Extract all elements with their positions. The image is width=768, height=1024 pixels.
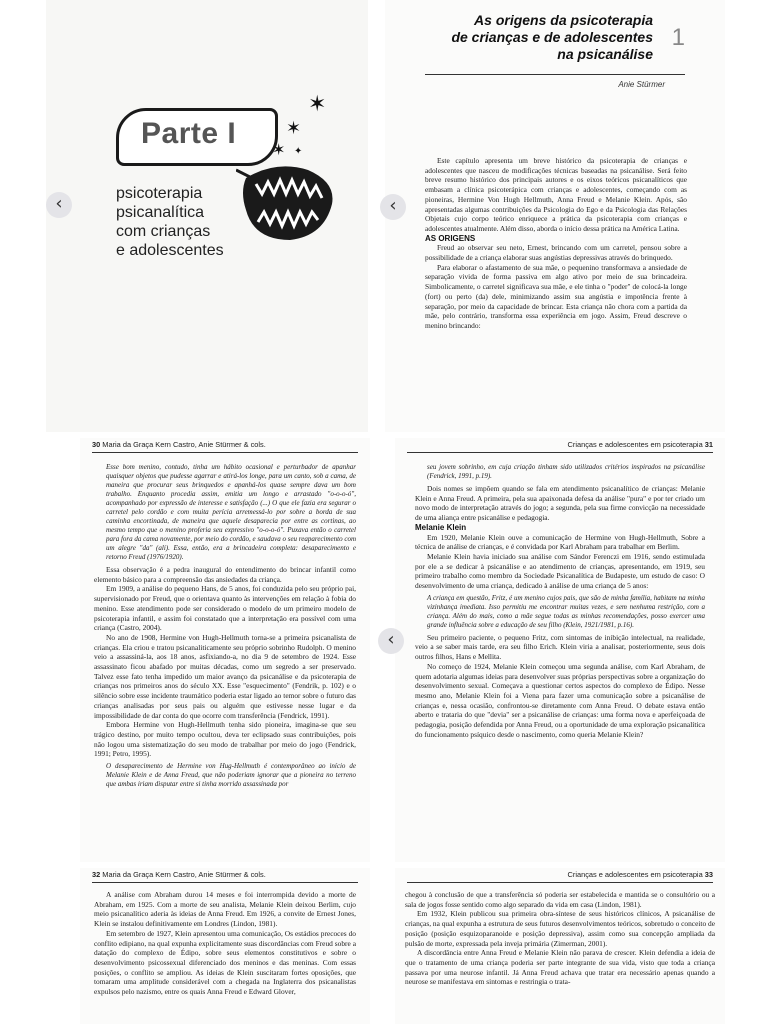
book-page-33 [395,868,725,1024]
chapter-author: Anie Stürmer [618,80,665,89]
header-rule [92,882,358,883]
paragraph: Melanie Klein havia iniciado sua análise com Sándor Ferenczi em 1916, sendo estimulada por ele a se dedicar à psicanálise e ao atendimento de crianças, apresentando, em 1919, seu primeiro trabalho como membro da Sociedade Psicanalítica de Budapeste, um estudo de caso: O desenvolvimento de uma criança, dedicado à análise de uma criança de 5 anos: [415,551,705,591]
chapter-title [423,12,653,63]
book-page-31 [395,438,725,862]
paragraph: A análise com Abraham durou 14 meses e foi interrompida devido a morte de Abraham, em 1925. Com a morte de seu analista, Melanie Klein deixou Berlim, cujo meio psicanalítico aderia às ideias de Anna Freud. Em 1926, a convite de Ernest Jones, Klein se instalou definitivamente em Londres (Lindon, 1981). [94,890,356,929]
chapter-body [425,156,687,331]
part-subtitle-line: psicoterapia [116,185,203,202]
paragraph: No ano de 1908, Hermine von Hugh-Hellmuth torna-se a primeira psicanalista de crianças. Ela criou e tratou psicanaliticamente seu próprio sobrinho Rudolph. O menino veio a assassiná-la, aos 18 anos, asfixiando-a, no dia 9 de setembro de 1924. Esse assassinato ficou abafado por muitas décadas, como um segredo a ser preservado. Talvez esse fato tenha impedido um maior avanço da psicanálise e da psicoterapia de crianças nos primeiros anos do século XX. Esse "esquecimento" (Fendrik, p. 102) e o silêncio sobre esse incidente traumático poderia estar ligado ao temor sobre o futuro das crianças analisadas por seus pais ou alguém que estivesse nesse lugar e da impossibilidade de dar conta do que ocorre com transferência (Fendrick, 1991). [94,632,356,720]
paragraph: Freud ao observar seu neto, Ernest, brincando com um carretel, pensou sobre a possibilidade de a criança elaborar suas angústias depressivas através do brinquedo. [425,243,687,263]
chapter-intro: Este capítulo apresenta um breve histórico da psicoterapia de crianças e adolescentes que nasceu de modificações técnicas baseadas na psicanálise. Será feito breve resumo histórico dos principais autores e os eixos teóricos psicanalíticos que embasam a clínica psicoterápica com crianças e adolescentes, começando com as pioneiras, Hermine Von Hugh Hellmuth, Anna Freud e Melanie Klein. Após, são apresentadas algumas contribuições da Psicologia do Ego e da Psicologia das Relações Objetais cujo corpo teórico enriquece a prática da psicoterapia com crianças e adolescentes atualmente. Além disso, aborda o início dessa prática na América Latina. [425,156,687,233]
page-body [94,890,356,997]
paragraph: Em 1909, a análise do pequeno Hans, de 5 anos, foi conduzida pelo seu próprio pai, supervisionado por Freud, que o orientava quanto às intervenções em relação à fobia do menino. Esse atendimento pode ser considerado o modelo de um primeiro modelo de psicoterapia infantil, e assim foi constatado que a interpretação era possível com uma criança (Castro, 2004). [94,584,356,633]
block-quote: Esse bom menino, contudo, tinha um hábito ocasional e perturbador de apanhar quaisquer objetos que pudesse agarrar e atirá-los longe, para um canto, sob a cama, de maneira que procurar seus brinquedos e apanhá-los quase sempre dava um bom trabalho. Enquanto procedia assim, emitia um longo e arrastado "o-o-o-ó", acompanhado por expressão de interesse e satisfação (...) O que ele fazia era segurar o carretel pelo cordão e com muita perícia arremessá-lo por sobre a borda de sua caminha encortinada, de maneira que aquele desaparecia por entre as cortinas, ao mesmo tempo que o menino proferia seu expressivo "o-o-o-ó". Puxava então o carretel para fora da cama novamente, por meio do cordão, e saudava o seu reaparecimento com um alegre "da" (ali). Essa, então, era a brincadeira completa: desaparecimento e retorno Freud (1976/1920). [106,463,357,561]
star-icon: ✶ [286,118,302,139]
chapter-title-line: de crianças e de adolescentes [451,29,653,45]
paragraph: Embora Hermine von Hugh-Hellmuth tenha sido pioneira, imagina-se que seu trágico destino, por muito tempo ocultou, deva ter eclipsado suas contribuições, pois não logou uma sistematização do seu modo de trabalhar por meio do jogo (Fendrick, 1991; Petro, 1995). [94,720,356,759]
chapter-opening-page [385,0,725,432]
page-number: 30 [92,440,101,449]
running-head-text: Crianças e adolescentes em psicoterapia [567,870,703,879]
prev-page-button[interactable]: ‹ [46,192,72,218]
chapter-number: 1 [671,24,685,51]
header-rule [407,882,713,883]
running-head-text: Maria da Graça Kern Castro, Anie Stürmer & cols. [102,440,266,449]
paragraph: chegou à conclusão de que a transferência só poderia ser estabelecida e mantida se o consultório ou a sala de jogos fosse sentido como algo separado da vida em casa (Lindon, 1981). [405,890,715,909]
paragraph: Em 1920, Melanie Klein ouve a comunicação de Hermine von Hugh-Hellmuth, Sobre a técnica de análise de crianças, e é convidada por Karl Abraham para trabalhar em Berlim. [415,532,705,552]
running-head-text: Crianças e adolescentes em psicoterapia [567,440,703,449]
part-subtitle-line: psicanalítica [116,204,205,221]
star-icon: ✦ [294,146,303,157]
paragraph: A discordância entre Anna Freud e Melanie Klein não parava de crescer. Klein defendia a ideia de que o tratamento de uma criança poderia ser parte integrante de sua vida, visto que toda a criança passava por uma neurose infantil. Já Anna Freud achava que tratar era necessário apenas quando a neurose se manifestava em sintomas e restringia o trata- [405,948,715,987]
prev-page-button[interactable]: ‹ [380,194,406,220]
part-subtitle-line: com crianças [116,223,211,240]
star-icon: ✶ [308,92,327,117]
header-rule [407,452,713,453]
header-rule [92,452,358,453]
section-heading: AS ORIGENS [425,233,476,243]
paragraph: Essa observação é a pedra inaugural do entendimento do brincar infantil como elemento básico para a compreensão das ansiedades da criança. [94,565,356,584]
star-icon: ✶ [272,140,286,159]
paragraph: Em setembro de 1927, Klein apresentou uma comunicação, Os estádios precoces do conflito edipiano, na qual expunha explicitamente suas discordâncias com Freud sobre a datação do complexo de Édipo, sobre seus elementos constitutivos e sobre o desenvolvimento psicossexual diferenciado dos meninos e das meninas. Com essas posições, o conflito se ampliou. As ideias de Klein suscitaram fortes oposições, que tomaram uma amplitude considerável com a chegada na Inglaterra dos psicanalistas expulsos pelo nazismo, entre os quais Anna Freud e Edward Glover, [94,928,356,997]
chapter-title-line: na psicanálise [557,46,653,62]
running-head-text: Maria da Graça Kern Castro, Anie Stürmer & cols. [102,870,266,879]
paragraph: No começo de 1924, Melanie Klein começou uma segunda análise, com Karl Abraham, de quem adotaria algumas ideias para desenvolver suas próprias perspectivas sobre a organização do desenvolvimento sexual. Começava a questionar certos aspectos do complexo de Édipo. Nesse mesmo ano, Melanie Klein foi a Viena para fazer uma comunicação sobre a psicanálise de crianças e, nessa ocasião, confrontou-se diretamente com Anna Freud. O debate estava então aberto e trataria do que "devia" ser a psicanálise de crianças: uma forma nova e aperfeiçoada de pedagogia, posição defendida por Anna Freud, ou a oportunidade de uma exploração psicanalítica do funcionamento psíquico desde o nascimento, como queria Melanie Klein? [415,661,705,739]
running-head [568,870,713,879]
block-quote: seu jovem sobrinho, em cuja criação tinham sido utilizados critérios inspirados na psicanálise (Fendrick, 1991, p.19). [427,463,705,480]
running-head [92,870,266,879]
page-body [415,460,705,739]
prev-page-button[interactable]: ‹ [378,628,404,654]
page-number: 33 [704,870,713,879]
page-number: 32 [92,870,101,879]
book-page-32 [80,868,370,1024]
page-body [94,460,356,792]
running-head [568,440,713,449]
page-number: 31 [704,440,713,449]
part-title: Parte I [141,117,237,150]
paragraph: Seu primeiro paciente, o pequeno Fritz, com sintomas de inibição intelectual, na realidade, veio a se saber mais tarde, era seu filho Erich. Klein viria a analisar, posteriormente, seus dois outros filhos, Hans e Mellita. [415,632,705,662]
part-subtitle [116,184,296,260]
part-subtitle-line: e adolescentes [116,242,224,259]
paragraph: Dois nomes se impõem quando se fala em atendimento psicanalítico de crianças: Melanie Klein e Anna Freud. A primeira, pela sua apaixonada defesa da análise "pura" e por ter criado um novo modo de interpretação através do jogo; a segunda, pela sua firme convicção na necessidade de uma aliança entre psicanálise e pedagogia. [415,484,705,523]
paragraph: Para elaborar o afastamento de sua mãe, o pequenino transformava a ansiedade de separação vivida de forma passiva em algo ativo por meio de sua brincadeira. Simbolicamente, o carretel significava sua mãe, e ele tinha o "poder" de colocá-la longe (fort) ou perto (da) dele, minimizando assim sua angústia e impotência frente à separação, por meio da capacidade de brincar. Esta criança não chora com a partida da mãe, pelo contrário, transforma essa experiência em jogo. Assim, Freud descreve o menino brincando: [425,262,687,330]
page-body [405,890,715,987]
book-page-30 [80,438,370,862]
part-title-page [46,0,368,432]
chapter-title-rule [425,74,685,75]
block-quote: O desaparecimento de Hermine von Hug-Hellmuth é contemporâneo ao início de Melanie Klein e de Anna Freud, que não poderiam ignorar que a pioneira no terreno que ambas iriam disputar entre si tinha morrido assassinada por [106,762,356,789]
block-quote: A criança em questão, Fritz, é um menino cujos pais, que são de minha família, habitam na minha vizinhança imediata. Isso permitiu me encontrar muitas vezes, e sem nenhuma restrição, com a criança. Além do mais, como a mãe segue todas as minhas recomendações, posso exercer uma grande influência sobre a educação de seu filho (Klein, 1921/1981, p.16). [427,593,705,629]
paragraph: Em 1932, Klein publicou sua primeira obra-síntese de seus históricos clínicos, A psicanálise de crianças, na qual expunha a estrutura de seus futuros desenvolvimentos teóricos, sobretudo o conceito de posição (posição esquizoparanoide e posição depressiva), assim como sua concepção ampliada da pulsão de morte, expressada pela inveja primária (Zimerman, 2001). [405,909,715,948]
section-heading: Melanie Klein [415,522,467,532]
chapter-title-line: As origens da psicoterapia [474,12,653,28]
running-head [92,440,266,449]
